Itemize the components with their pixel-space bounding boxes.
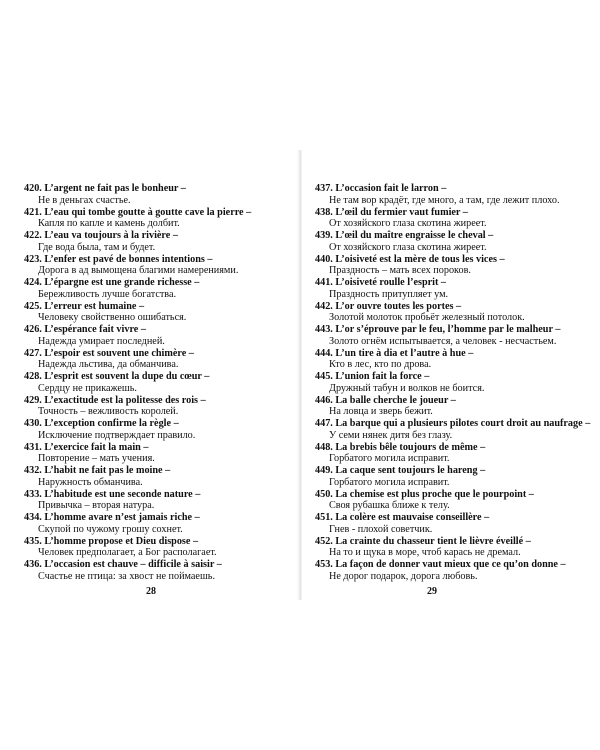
french-proverb: 434. L’homme avare n’est jamais riche – xyxy=(24,512,200,523)
proverb-entry xyxy=(315,536,597,560)
french-proverb: 439. L’œil du maître engraisse le cheval – xyxy=(315,230,494,241)
french-proverb: 443. L’or s’éprouve par le feu, l’homme par le malheur – xyxy=(315,324,561,335)
french-proverb: 449. La caque sent toujours le hareng – xyxy=(315,465,486,476)
french-proverb: 422. L’eau va toujours à la rivière – xyxy=(24,230,178,241)
proverb-entry xyxy=(315,395,597,419)
french-proverb: 420. L’argent ne fait pas le bonheur – xyxy=(24,183,186,194)
french-proverb: 426. L’espérance fait vivre – xyxy=(24,324,146,335)
russian-equivalent: Не в деньгах счастье. xyxy=(38,194,131,206)
russian-equivalent: Наружность обманчива. xyxy=(38,476,143,488)
proverb-entry xyxy=(315,301,597,325)
russian-equivalent: Праздность притупляет ум. xyxy=(329,288,449,300)
proverb-entry xyxy=(24,207,294,231)
french-proverb: 425. L’erreur est humaine – xyxy=(24,300,145,312)
proverb-list-right xyxy=(315,183,597,583)
proverb-entry xyxy=(315,230,597,254)
russian-equivalent: Сердцу не прикажешь. xyxy=(38,382,137,394)
proverb-entry xyxy=(24,371,294,395)
russian-equivalent: Своя рубашка ближе к телу. xyxy=(329,500,450,512)
proverb-entry xyxy=(24,489,294,513)
russian-equivalent: Надежда льстива, да обманчива. xyxy=(38,359,179,371)
russian-equivalent: Кто в лес, кто по дрова. xyxy=(329,359,432,371)
proverb-entry xyxy=(24,254,294,278)
russian-equivalent: Горбатого могила исправит. xyxy=(329,476,450,488)
russian-equivalent: Точность – вежливость королей. xyxy=(38,406,179,418)
proverb-entry xyxy=(24,559,294,583)
russian-equivalent: Бережливость лучше богатства. xyxy=(38,288,177,300)
russian-equivalent: Привычка – вторая натура. xyxy=(38,500,155,512)
proverb-entry xyxy=(24,442,294,466)
french-proverb: 437. L’occasion fait le larron – xyxy=(315,183,447,194)
proverb-list-left xyxy=(24,183,294,583)
russian-equivalent: Праздность – мать всех пороков. xyxy=(329,265,471,277)
russian-equivalent: На то и щука в море, чтоб карась не дремал. xyxy=(329,547,521,559)
page-number: 29 xyxy=(427,586,437,597)
french-proverb: 438. L’œil du fermier vaut fumier – xyxy=(315,206,468,218)
proverb-entry xyxy=(315,207,597,231)
russian-equivalent: У семи нянек дитя без глазу. xyxy=(329,429,453,441)
french-proverb: 423. L’enfer est pavé de bonnes intentions – xyxy=(24,253,213,265)
french-proverb: 427. L’espoir est souvent une chimère – xyxy=(24,347,194,359)
proverb-entry xyxy=(24,301,294,325)
french-proverb: 436. L’occasion est chauve – difficile à saisir – xyxy=(24,559,222,570)
french-proverb: 448. La brebis bêle toujours de même – xyxy=(315,441,486,453)
french-proverb: 432. L’habit ne fait pas le moine – xyxy=(24,465,171,476)
russian-equivalent: На ловца и зверь бежит. xyxy=(329,406,433,418)
proverb-entry xyxy=(24,465,294,489)
russian-equivalent: Человеку свойственно ошибаться. xyxy=(38,312,187,324)
proverb-entry xyxy=(24,395,294,419)
russian-equivalent: Не дорог подарок, дорога любовь. xyxy=(329,570,478,582)
page-number: 28 xyxy=(146,586,156,597)
proverb-entry xyxy=(315,324,597,348)
proverb-entry xyxy=(315,489,597,513)
proverb-entry xyxy=(315,442,597,466)
russian-equivalent: От хозяйского глаза скотина жиреет. xyxy=(329,241,487,253)
proverb-entry xyxy=(24,348,294,372)
proverb-entry xyxy=(24,418,294,442)
proverb-entry xyxy=(24,230,294,254)
russian-equivalent: Золотой молоток пробьёт железный потолок. xyxy=(329,312,525,324)
french-proverb: 441. L’oisiveté roulle l’esprit – xyxy=(315,277,447,288)
french-proverb: 430. L’exception confirme la règle – xyxy=(24,418,179,429)
french-proverb: 421. L’eau qui tombe goutte à goutte cave la pierre – xyxy=(24,206,252,218)
russian-equivalent: Где вода была, там и будет. xyxy=(38,241,156,253)
french-proverb: 453. La façon de donner vaut mieux que ce qu’on donne – xyxy=(315,559,566,570)
russian-equivalent: Человек предполагает, а Бог располагает. xyxy=(38,547,217,559)
russian-equivalent: Дорога в ад вымощена благими намерениями. xyxy=(38,265,239,277)
french-proverb: 433. L’habitude est une seconde nature – xyxy=(24,488,201,500)
french-proverb: 444. L’un tire à dia et l’autre à hue – xyxy=(315,347,474,359)
proverb-entry xyxy=(315,348,597,372)
proverb-entry xyxy=(24,277,294,301)
french-proverb: 428. L’esprit est souvent la dupe du cœur – xyxy=(24,371,210,382)
french-proverb: 446. La balle cherche le joueur – xyxy=(315,394,456,406)
russian-equivalent: Не там вор крадёт, где много, а там, где лежит плохо. xyxy=(329,194,560,206)
proverb-entry xyxy=(24,183,294,207)
russian-equivalent: От хозяйского глаза скотина жиреет. xyxy=(329,218,487,230)
russian-equivalent: Горбатого могила исправит. xyxy=(329,453,450,465)
proverb-entry xyxy=(315,559,597,583)
french-proverb: 447. La barque qui a plusieurs pilotes court droit au naufrage – xyxy=(315,418,591,429)
russian-equivalent: Исключение подтверждает правило. xyxy=(38,429,196,441)
russian-equivalent: Дружный табун и волков не боится. xyxy=(329,382,485,394)
proverb-entry xyxy=(24,512,294,536)
proverb-entry xyxy=(315,512,597,536)
proverb-entry xyxy=(315,183,597,207)
french-proverb: 442. L’or ouvre toutes les portes – xyxy=(315,300,462,312)
left-page xyxy=(0,0,298,750)
french-proverb: 450. La chemise est plus proche que le pourpoint – xyxy=(315,488,534,500)
proverb-entry xyxy=(315,371,597,395)
french-proverb: 445. L’union fait la force – xyxy=(315,371,430,382)
french-proverb: 435. L’homme propose et Dieu dispose – xyxy=(24,535,199,547)
proverb-entry xyxy=(315,277,597,301)
french-proverb: 451. La colère est mauvaise conseillère – xyxy=(315,512,490,523)
french-proverb: 452. La crainte du chasseur tient le lièvre éveillé – xyxy=(315,535,531,547)
french-proverb: 431. L’exercice fait la main – xyxy=(24,441,149,453)
proverb-entry xyxy=(24,536,294,560)
russian-equivalent: Скупой по чужому грошу сохнет. xyxy=(38,523,183,535)
proverb-entry xyxy=(315,418,597,442)
french-proverb: 440. L’oisiveté est la mère de tous les vices – xyxy=(315,253,505,265)
french-proverb: 424. L’épargne est une grande richesse – xyxy=(24,277,200,288)
proverb-entry xyxy=(315,465,597,489)
right-page xyxy=(302,0,600,750)
russian-equivalent: Счастье не птица: за хвост не поймаешь. xyxy=(38,570,215,582)
proverb-entry xyxy=(24,324,294,348)
french-proverb: 429. L’exactitude est la politesse des rois – xyxy=(24,394,206,406)
proverb-entry xyxy=(315,254,597,278)
russian-equivalent: Золото огнём испытывается, а человек - несчастьем. xyxy=(329,335,557,347)
russian-equivalent: Повторение – мать учения. xyxy=(38,453,155,465)
russian-equivalent: Капля по капле и камень долбит. xyxy=(38,218,180,230)
russian-equivalent: Гнев - плохой советчик. xyxy=(329,523,433,535)
russian-equivalent: Надежда умирает последней. xyxy=(38,335,165,347)
